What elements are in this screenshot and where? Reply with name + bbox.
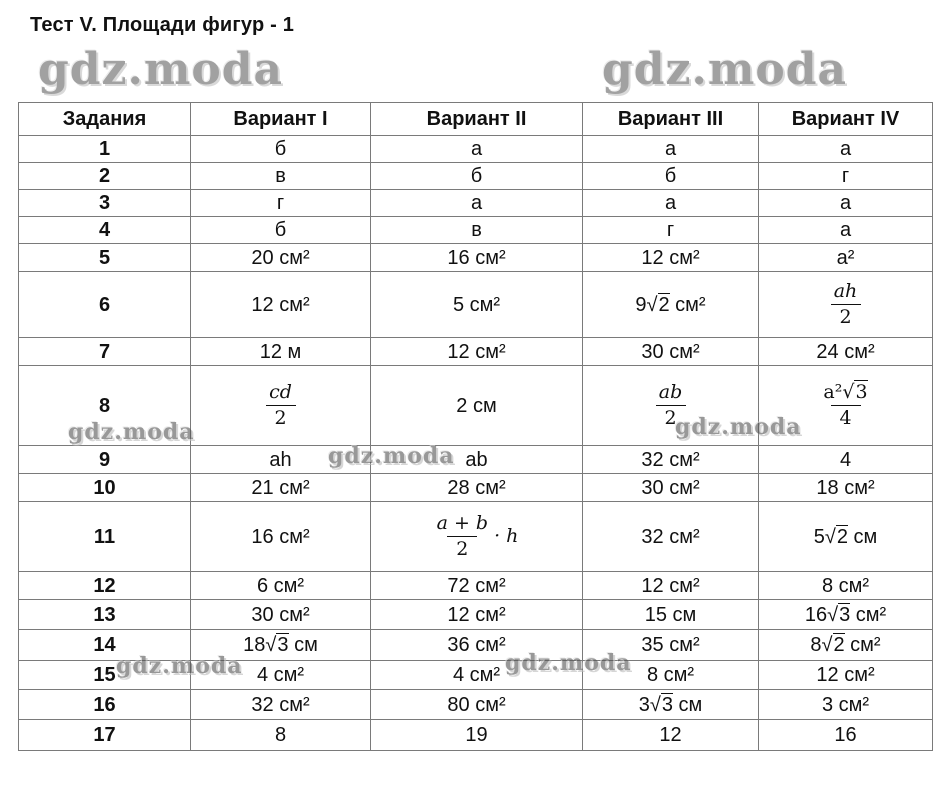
answer-cell: 4 см² <box>191 661 371 690</box>
table-row <box>19 720 933 751</box>
answer-cell: 12 см² <box>371 338 583 366</box>
radical-coefficient: 5 <box>813 525 825 548</box>
answer-cell: г <box>759 163 933 190</box>
answer-cell: 21 см² <box>191 474 371 502</box>
task-number: 12 <box>19 572 191 600</box>
table-row <box>19 630 933 661</box>
answer-cell: 30 см² <box>191 600 371 630</box>
table-row <box>19 600 933 630</box>
answer-cell: а <box>759 217 933 244</box>
answer-cell: 16 см² <box>371 244 583 272</box>
answer-cell: 12 см² <box>759 661 933 690</box>
answer-cell: 12 м <box>191 338 371 366</box>
answer-cell: 8 <box>191 720 371 751</box>
sqrt-sign: √ <box>824 525 836 548</box>
answer-cell <box>191 630 371 661</box>
answer-cell: 16 см² <box>191 502 371 572</box>
answer-cell: 35 см² <box>583 630 759 661</box>
answer-cell <box>759 502 933 572</box>
answer-cell: 30 см² <box>583 338 759 366</box>
answer-cell: б <box>191 136 371 163</box>
answer-cell <box>583 272 759 338</box>
fraction <box>656 382 686 429</box>
answer-cell: 4 <box>759 446 933 474</box>
answer-cell: 8 см² <box>583 661 759 690</box>
answer-cell: 16 <box>759 720 933 751</box>
answer-cell: 19 <box>371 720 583 751</box>
task-number: 14 <box>19 630 191 661</box>
table-row <box>19 217 933 244</box>
task-number: 15 <box>19 661 191 690</box>
table-row <box>19 446 933 474</box>
radicand: 3 <box>277 634 289 656</box>
unit: см² <box>844 634 881 656</box>
answer-cell: а <box>583 136 759 163</box>
radical-coefficient: 8 <box>810 634 822 656</box>
fraction-denominator: 2 <box>656 405 686 429</box>
table-row <box>19 690 933 720</box>
answer-cell <box>759 366 933 446</box>
radical-coefficient: 18 <box>243 634 266 656</box>
answer-cell: 12 см² <box>583 244 759 272</box>
task-number: 4 <box>19 217 191 244</box>
task-number: 16 <box>19 690 191 720</box>
answer-cell: 20 см² <box>191 244 371 272</box>
answer-cell: г <box>191 190 371 217</box>
task-number: 10 <box>19 474 191 502</box>
answer-cell: 32 см² <box>583 446 759 474</box>
answer-cell: 6 см² <box>191 572 371 600</box>
multiplier: · h <box>494 525 519 548</box>
table-row <box>19 474 933 502</box>
fraction-numerator <box>821 382 869 405</box>
page-title: Тест V. Площади фигур - 1 <box>30 14 295 36</box>
answer-cell: 36 см² <box>371 630 583 661</box>
table-row <box>19 163 933 190</box>
header-variant-4: Вариант IV <box>759 103 933 136</box>
table-row <box>19 502 933 572</box>
task-number: 7 <box>19 338 191 366</box>
task-number: 17 <box>19 720 191 751</box>
answer-cell: 24 см² <box>759 338 933 366</box>
fraction <box>435 513 491 560</box>
answer-cell: 12 см² <box>191 272 371 338</box>
task-number: 13 <box>19 600 191 630</box>
answers-table <box>18 102 933 751</box>
answer-cell <box>583 366 759 446</box>
table-row <box>19 244 933 272</box>
answer-cell: а <box>583 190 759 217</box>
task-number: 1 <box>19 136 191 163</box>
watermark-logo: gdz.moda <box>675 414 802 440</box>
answer-cell: ab <box>371 446 583 474</box>
answer-cell: а <box>759 136 933 163</box>
watermark-logo: gdz.moda <box>505 650 632 676</box>
answer-cell: 3 см² <box>759 690 933 720</box>
table-row <box>19 661 933 690</box>
unit: см <box>847 525 878 548</box>
unit: см <box>288 634 318 656</box>
header-variant-1: Вариант I <box>191 103 371 136</box>
answer-cell: б <box>583 163 759 190</box>
radicand: 3 <box>661 693 673 716</box>
answer-cell: б <box>371 163 583 190</box>
table-row <box>19 572 933 600</box>
task-number: 11 <box>19 502 191 572</box>
radical-coefficient: 3 <box>638 693 650 716</box>
answer-cell <box>583 690 759 720</box>
answer-cell: 32 см² <box>191 690 371 720</box>
answer-cell: г <box>583 217 759 244</box>
sqrt-sign: √ <box>265 634 277 656</box>
fraction-denominator: 2 <box>447 536 477 560</box>
radical-coefficient: 16 <box>804 603 828 626</box>
answer-cell: в <box>371 217 583 244</box>
answer-cell: а <box>371 136 583 163</box>
answer-cell <box>371 502 583 572</box>
answer-cell: а <box>371 190 583 217</box>
sqrt-sign: √ <box>646 293 658 316</box>
watermark-logo: gdz.moda <box>602 44 848 95</box>
unit: см² <box>669 293 706 316</box>
table-row <box>19 136 933 163</box>
radical-coefficient: 9 <box>635 293 647 316</box>
fraction-numerator: a + b <box>436 512 489 535</box>
answer-cell: 72 см² <box>371 572 583 600</box>
answer-cell: 12 см² <box>371 600 583 630</box>
answer-cell: 15 см <box>583 600 759 630</box>
answer-cell <box>759 272 933 338</box>
fraction-denominator: 2 <box>266 405 296 429</box>
task-number: 6 <box>19 272 191 338</box>
answer-cell: а <box>759 190 933 217</box>
answer-cell: 80 см² <box>371 690 583 720</box>
task-number: 5 <box>19 244 191 272</box>
header-variant-3: Вариант III <box>583 103 759 136</box>
numerator-base: a² <box>823 381 843 404</box>
answer-cell: 5 см² <box>371 272 583 338</box>
radicand: 2 <box>833 634 845 656</box>
header-variant-2: Вариант II <box>371 103 583 136</box>
fraction-numerator: ab <box>658 381 683 404</box>
unit: см² <box>850 603 887 626</box>
table-row <box>19 338 933 366</box>
sqrt-sign: √ <box>842 381 855 404</box>
answer-cell: 12 см² <box>583 572 759 600</box>
task-number: 9 <box>19 446 191 474</box>
answer-cell: 4 см² <box>371 661 583 690</box>
header-tasks: Задания <box>19 103 191 136</box>
fraction-denominator: 4 <box>831 405 861 429</box>
task-number: 2 <box>19 163 191 190</box>
unit: см <box>672 693 703 716</box>
sqrt-sign: √ <box>827 603 839 626</box>
answer-cell: б <box>191 217 371 244</box>
answer-cell <box>191 366 371 446</box>
table-row <box>19 366 933 446</box>
table-row <box>19 190 933 217</box>
answer-cell: 18 см² <box>759 474 933 502</box>
answer-cell: 30 см² <box>583 474 759 502</box>
answer-cell: 28 см² <box>371 474 583 502</box>
watermark-logo: gdz.moda <box>328 443 455 469</box>
watermark-logo: gdz.moda <box>38 44 284 95</box>
answer-cell: ah <box>191 446 371 474</box>
task-number: 8 <box>19 366 191 446</box>
fraction <box>821 382 869 429</box>
answer-cell <box>759 600 933 630</box>
radicand: 3 <box>855 381 868 404</box>
watermark-logo: gdz.moda <box>116 653 243 679</box>
fraction-numerator: cd <box>269 381 292 404</box>
radicand: 2 <box>836 525 848 548</box>
radicand: 2 <box>658 293 670 316</box>
answer-cell <box>759 630 933 661</box>
table-header-row <box>19 103 933 136</box>
answer-cell: в <box>191 163 371 190</box>
fraction-numerator: ah <box>833 280 858 303</box>
answer-cell: 2 см <box>371 366 583 446</box>
radicand: 3 <box>839 603 851 626</box>
fraction <box>266 382 296 429</box>
answer-cell: 12 <box>583 720 759 751</box>
answer-cell: 8 см² <box>759 572 933 600</box>
sqrt-sign: √ <box>821 634 833 656</box>
watermark-logo: gdz.moda <box>68 419 195 445</box>
answer-cell: a² <box>759 244 933 272</box>
table-row <box>19 272 933 338</box>
sqrt-sign: √ <box>649 693 661 716</box>
fraction-denominator: 2 <box>831 304 861 328</box>
fraction <box>831 281 861 328</box>
answer-cell: 32 см² <box>583 502 759 572</box>
task-number: 3 <box>19 190 191 217</box>
